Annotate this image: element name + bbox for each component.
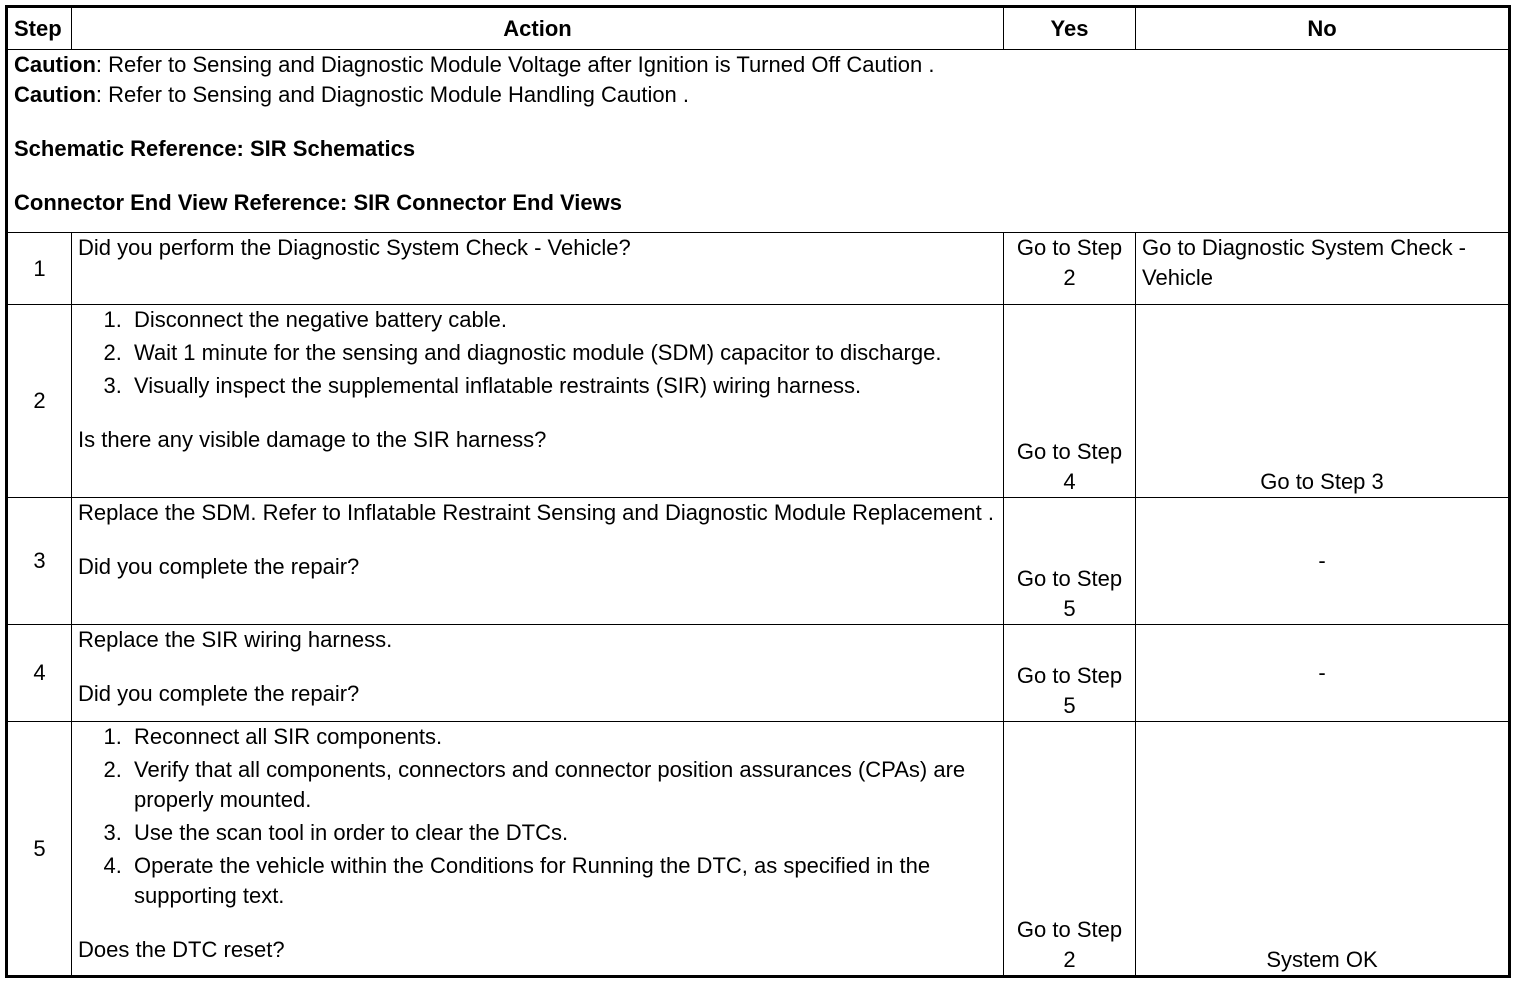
header-action: Action	[72, 7, 1004, 50]
step-number: 3	[7, 498, 72, 625]
step-number: 2	[7, 305, 72, 498]
intro-row	[7, 50, 1510, 233]
table-row	[7, 498, 1510, 625]
step-text: Replace the SDM. Refer to Inflatable Restraint Sensing and Diagnostic Module Replacement .	[78, 500, 994, 525]
table-row	[7, 625, 1510, 722]
caution-line-2	[14, 80, 1502, 110]
step-question: Did you complete the repair?	[78, 681, 360, 706]
no-cell: -	[1136, 498, 1510, 625]
caution-text-2: : Refer to Sensing and Diagnostic Module Handling Caution .	[95, 82, 690, 107]
yes-cell: Go to Step 5	[1004, 625, 1136, 722]
action-list	[78, 305, 997, 401]
step-text: Replace the SIR wiring harness.	[78, 627, 393, 652]
step-question: Is there any visible damage to the SIR harness?	[78, 427, 547, 452]
table-row	[7, 722, 1510, 977]
list-item: 3. Visually inspect the supplemental inflatable restraints (SIR) wiring harness.	[128, 371, 997, 401]
list-item: 1. Reconnect all SIR components.	[128, 722, 997, 752]
step-number: 5	[7, 722, 72, 977]
action-cell	[72, 722, 1004, 977]
yes-cell: Go to Step 2	[1004, 233, 1136, 305]
yes-cell: Go to Step 4	[1004, 305, 1136, 498]
table-row	[7, 233, 1510, 305]
caution-label: Caution	[14, 52, 96, 77]
no-cell: Go to Diagnostic System Check - Vehicle	[1136, 233, 1510, 305]
caution-label: Caution	[14, 82, 96, 107]
caution-text-1: : Refer to Sensing and Diagnostic Module Voltage after Ignition is Turned Off Caution .	[95, 52, 935, 77]
list-item: 1. Disconnect the negative battery cable.	[128, 305, 997, 335]
step-number: 1	[7, 233, 72, 305]
no-cell: System OK	[1136, 722, 1510, 977]
list-item: 2. Verify that all components, connectors and connector position assurances (CPAs) are properly mounted.	[128, 755, 997, 815]
connector-reference: Connector End View Reference: SIR Connector End Views	[14, 190, 622, 215]
no-cell: Go to Step 3	[1136, 305, 1510, 498]
step-question: Did you complete the repair?	[78, 554, 360, 579]
table-row	[7, 305, 1510, 498]
header-yes: Yes	[1004, 7, 1136, 50]
no-cell: -	[1136, 625, 1510, 722]
step-number: 4	[7, 625, 72, 722]
header-row	[7, 7, 1510, 50]
action-list	[78, 722, 997, 911]
caution-line-1	[14, 50, 1502, 80]
intro-cell	[7, 50, 1510, 233]
action-cell	[72, 498, 1004, 625]
step-question: Does the DTC reset?	[78, 937, 285, 962]
action-cell	[72, 625, 1004, 722]
yes-cell: Go to Step 5	[1004, 498, 1136, 625]
action-cell	[72, 305, 1004, 498]
yes-cell: Go to Step 2	[1004, 722, 1136, 977]
header-no: No	[1136, 7, 1510, 50]
list-item: 3. Use the scan tool in order to clear the DTCs.	[128, 818, 997, 848]
step-question: Did you perform the Diagnostic System Check - Vehicle?	[72, 233, 1004, 305]
diagnostic-table	[5, 5, 1511, 978]
header-step: Step	[7, 7, 72, 50]
list-item: 4. Operate the vehicle within the Conditions for Running the DTC, as specified in the supporting text.	[128, 851, 997, 911]
list-item: 2. Wait 1 minute for the sensing and diagnostic module (SDM) capacitor to discharge.	[128, 338, 997, 368]
schematic-reference: Schematic Reference: SIR Schematics	[14, 136, 416, 161]
